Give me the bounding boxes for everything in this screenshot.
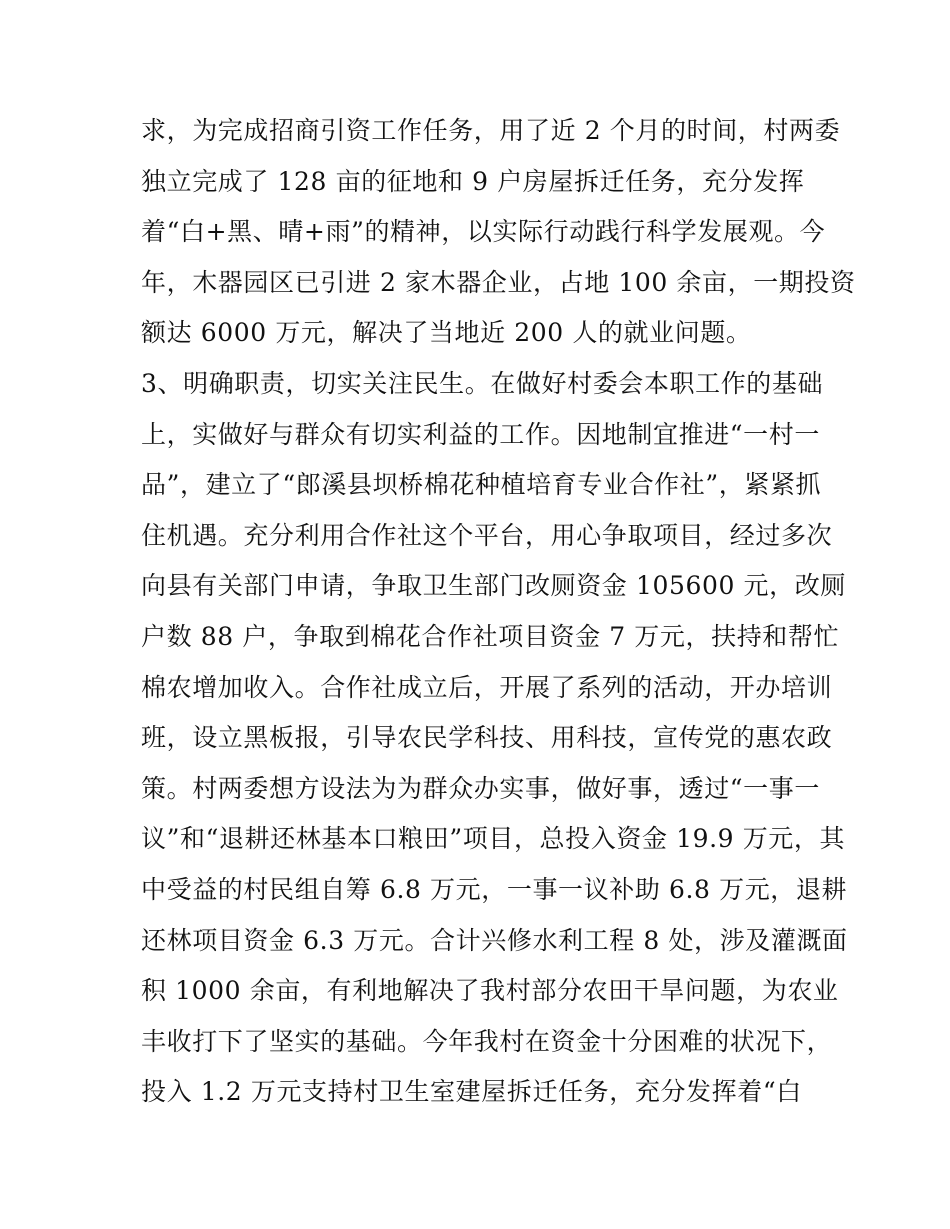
- text-line: 品”，建立了“郎溪县坝桥棉花种植培育专业合作社”，紧紧抓: [141, 470, 822, 500]
- text-line: 3、明确职责，切实关注民生。在做好村委会本职工作的基础: [141, 368, 824, 398]
- text-line: 求，为完成招商引资工作任务，用了近 2 个月的时间，村两委: [141, 116, 841, 145]
- text-line: 积 1000 余亩，有利地解决了我村部分农田干旱问题，为农业: [141, 976, 839, 1006]
- text-line: 户数 88 户，争取到棉花合作社项目资金 7 万元，扶持和帮忙: [141, 621, 840, 651]
- body-text: [141, 106, 856, 1118]
- text-line: 策。村两委想方设法为为群众办实事，做好事，透过“一事一: [141, 773, 820, 803]
- text-line: 年，木器园区已引进 2 家木器企业，占地 100 余亩，一期投资: [141, 267, 856, 297]
- text-line: 上，实做好与群众有切实利益的工作。因地制宜推进“一村一: [141, 419, 820, 449]
- text-line: 中受益的村民组自筹 6.8 万元，一事一议补助 6.8 万元，退耕: [141, 874, 848, 904]
- text-line: 议”和“退耕还林基本口粮田”项目，总投入资金 19.9 万元，其: [141, 824, 846, 854]
- text-line: 投入 1.2 万元支持村卫生室建屋拆迁任务，充分发挥着“白: [141, 1077, 802, 1107]
- text-line: 额达 6000 万元，解决了当地近 200 人的就业问题。: [141, 318, 752, 348]
- text-line: 还林项目资金 6.3 万元。合计兴修水利工程 8 处，涉及灌溉面: [141, 925, 848, 955]
- text-line: 独立完成了 128 亩的征地和 9 户房屋拆迁任务，充分发挥: [141, 166, 805, 196]
- text-line: 班，设立黑板报，引导农民学科技、用科技，宣传党的惠农政: [141, 723, 833, 753]
- text-line: 棉农增加收入。合作社成立后，开展了系列的活动，开办培训: [141, 672, 833, 702]
- text-line: 丰收打下了坚实的基础。今年我村在资金十分困难的状况下，: [141, 1026, 833, 1056]
- text-line: 向县有关部门申请，争取卫生部门改厕资金 105600 元，改厕: [141, 571, 846, 601]
- text-line: 着“白+黑、晴+雨”的精神，以实际行动践行科学发展观。今: [141, 217, 826, 247]
- text-line: 住机遇。充分利用合作社这个平台，用心争取项目，经过多次: [141, 520, 833, 550]
